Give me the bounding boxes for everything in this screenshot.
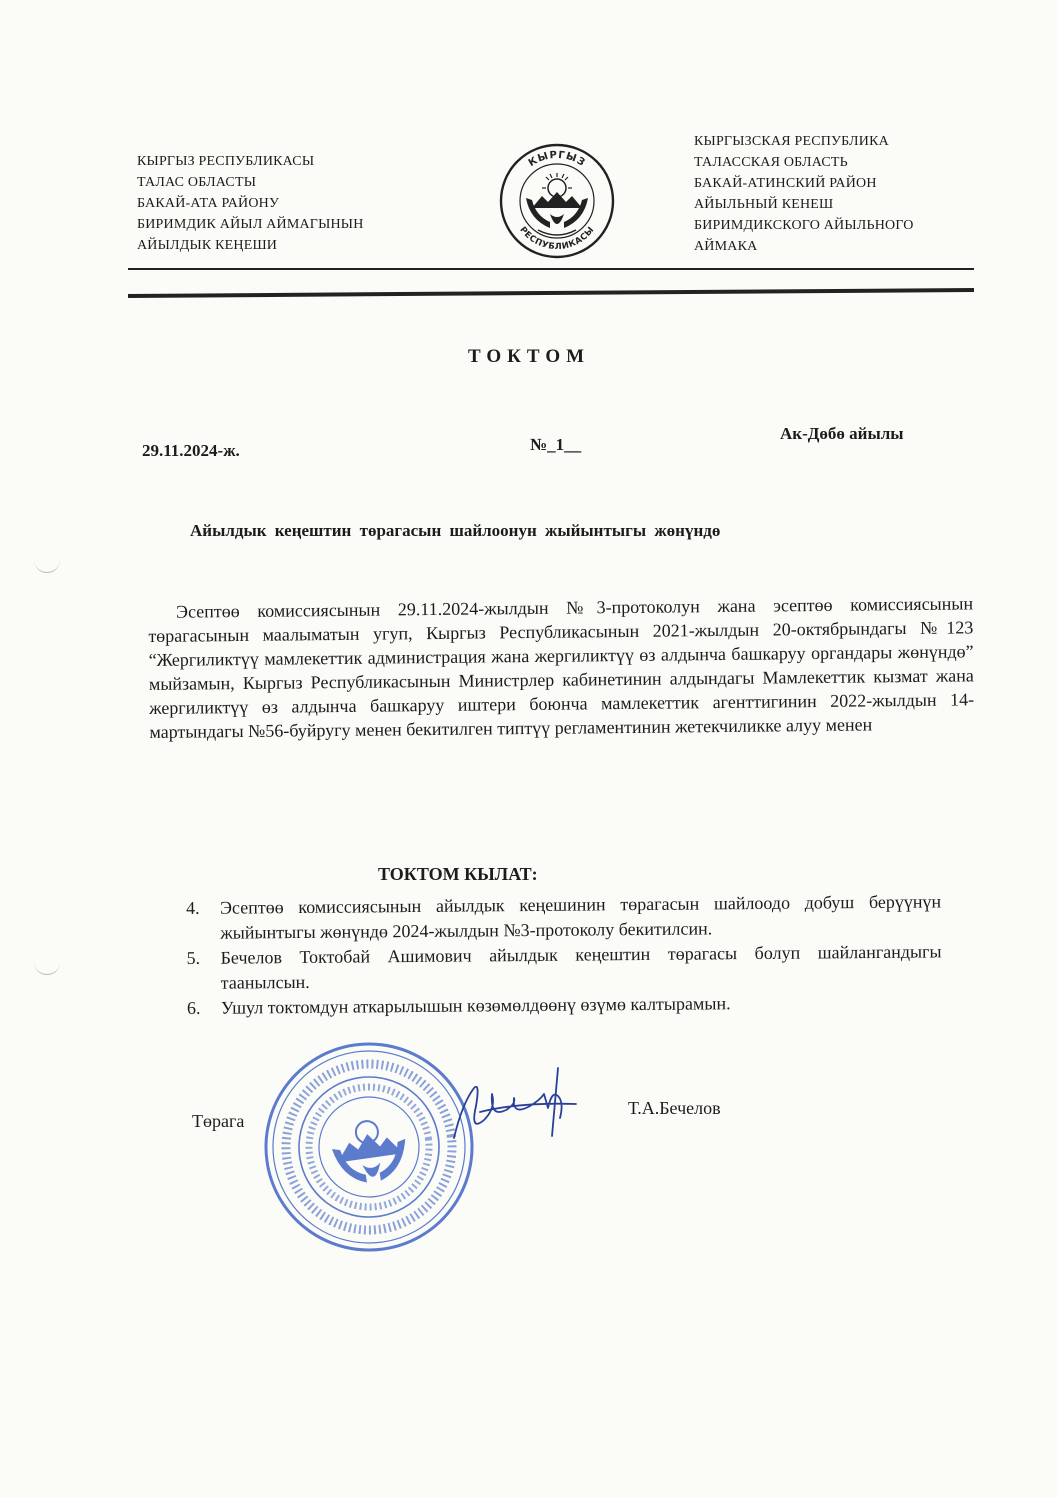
header-right-line: БАКАЙ-АТИНСКИЙ РАЙОН (694, 176, 877, 191)
header-right-line: АЙМАКА (694, 239, 758, 254)
punch-hole-mark (34, 962, 60, 975)
document-subject: Айылдык кеңештин төрагасын шайлоонун жыйынтыгы жөнүндө (190, 521, 721, 540)
list-item (186, 939, 941, 996)
list-item-text: Ушул токтомдун аткарылышын көзөмөлдөөнү өзүмө калтырамын. (220, 993, 731, 1018)
header-right-line: ТАЛАССКАЯ ОБЛАСТЬ (694, 155, 848, 170)
header-divider-thick (128, 288, 974, 298)
header-right (694, 131, 914, 257)
decree-heading: ТОКТОМ КЫЛАТ: (378, 864, 538, 884)
svg-text:КЫРГЫЗ (527, 150, 588, 169)
header-left-line: КЫРГЫЗ РЕСПУБЛИКАСЫ (137, 154, 315, 169)
header-left-line: ТАЛАС ОБЛАСТЫ (137, 175, 257, 190)
signature-name: Т.А.Бечелов (628, 1098, 721, 1118)
signature-role: Төрага (192, 1111, 245, 1131)
state-emblem (498, 142, 616, 260)
list-item (187, 989, 942, 1021)
emblem-top-text: КЫРГЫЗ (526, 149, 588, 170)
decree-list (186, 889, 942, 1021)
document-date: 29.11.2024-ж. (142, 441, 240, 460)
list-item-number: 5. (186, 947, 201, 968)
list-item-text: Эсептөө комиссиясынын айылдык кеңешинин төрагасын шайлоодо добуш берүүнүн жыйынтыгы жөнүндө 2024-жылдын №3-протоколу бекитилсин. (220, 891, 942, 943)
document-place: Ак-Дөбө айылы (780, 424, 904, 443)
list-item-number: 6. (186, 997, 201, 1018)
punch-hole-mark (34, 560, 60, 573)
header-left-line: БАКАЙ-АТА РАЙОНУ (137, 196, 280, 211)
document-number: №_1__ (530, 435, 582, 454)
header-left-line: БИРИМДИК АЙЫЛ АЙМАГЫНЫН (137, 217, 364, 232)
header-divider-thin (128, 268, 974, 270)
preamble-paragraph: Эсептөө комиссиясынын 29.11.2024-жылдын №3-протоколун жана эсептөө комиссиясынын төрагасынын маалыматын угуп, Кыргыз Республикасынын 2021-жылдын 20-октябрындагы №123 “Жергиликтүү мамлекеттик администрация жана жергиликтүү өз алдынча башкаруу органдары жөнүндө” мыйзамын, Кыргыз Республикасынын Министрлер кабинетинин алдындагы Мамлекеттик кызмат жана жергиликтүү өз алдынча башкаруу иштери боюнча мамлекеттик агенттигинин 2022-жылдын 14-мартындагы №56-буйругу менен бекитилген типтүү регламентинин жетекчиликке алуу менен (148, 593, 975, 742)
list-item-text: Бечелов Токтобай Ашимович айылдык кеңештин төрагасы болуп шайлангандыгы таанылсын. (220, 941, 942, 993)
header-left (137, 151, 364, 256)
header-right-line: БИРИМДИКСКОГО АЙЫЛЬНОГО (694, 218, 914, 233)
list-item-number: 4. (186, 897, 200, 918)
emblem-bottom-text: РЕСПУБЛИКАСЫ (517, 225, 597, 253)
header-right-line: АЙЫЛЬНЫЙ КЕНЕШ (694, 197, 834, 212)
document-title: ТОКТОМ (467, 346, 591, 367)
header-left-line: АЙЫЛДЫК КЕҢЕШИ (137, 238, 278, 253)
list-item (186, 889, 941, 946)
header-right-line: КЫРГЫЗСКАЯ РЕСПУБЛИКА (694, 134, 889, 149)
handwritten-signature (440, 1060, 590, 1150)
